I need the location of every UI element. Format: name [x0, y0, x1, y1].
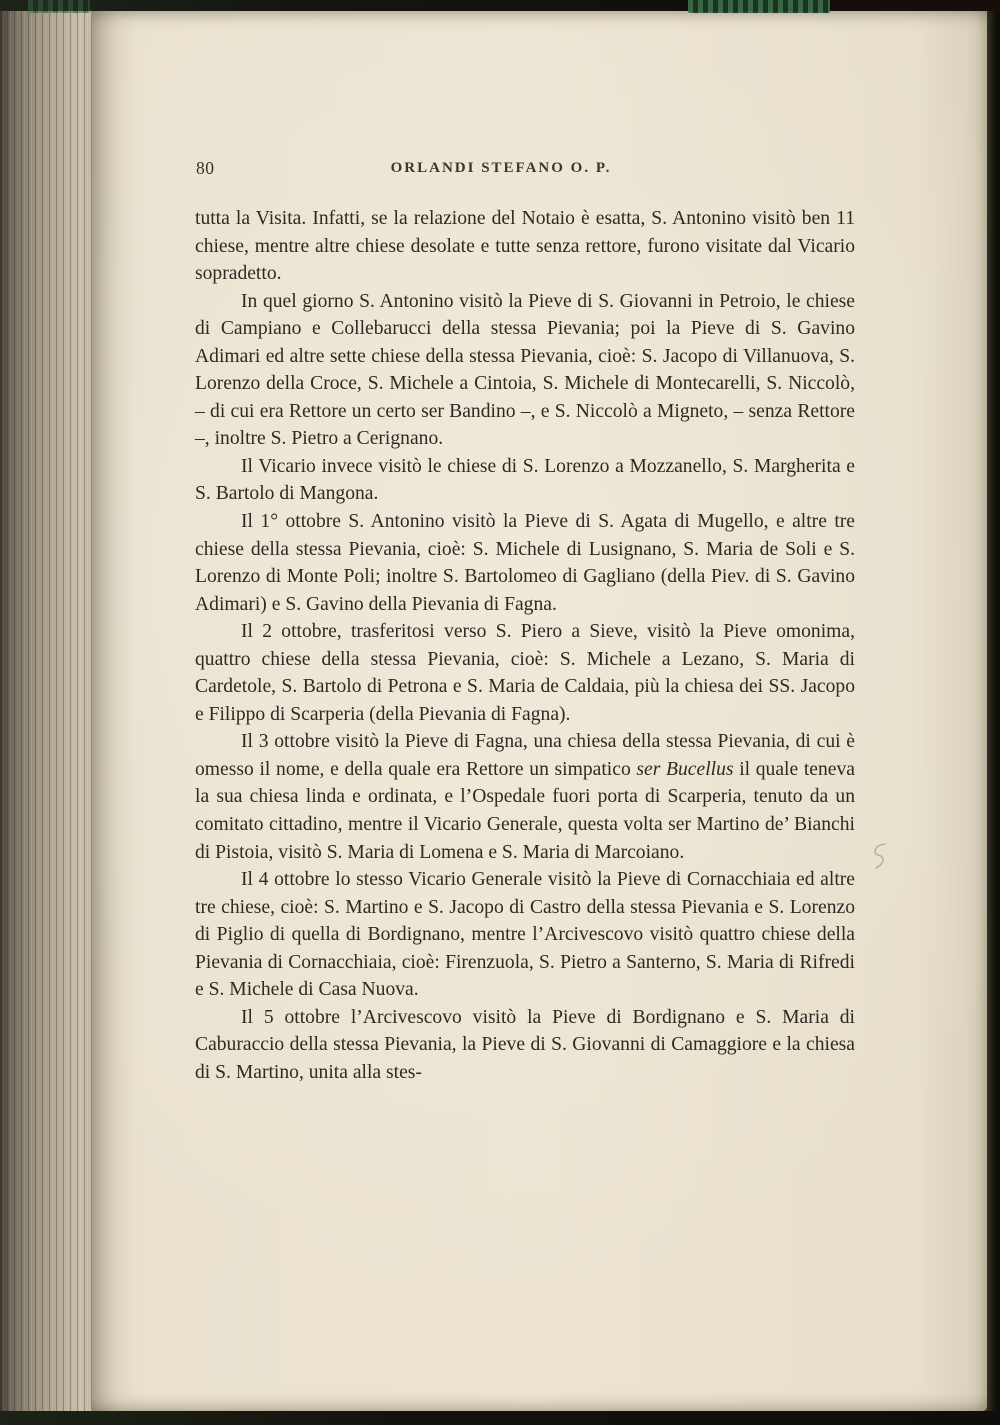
- running-header: ORLANDI STEFANO O. P.: [390, 160, 612, 176]
- book-page: [92, 9, 987, 1412]
- body-text: [195, 205, 855, 1087]
- page-header: [195, 158, 855, 182]
- paragraph-6-run-2: il quale teneva la sua chiesa linda e ordinata, e l’Ospedale fuori porta di Scarperia, tenuto da un comitato cittadino, mentre il Vicario Generale, questa volta ser Martino de’ Bianchi di Pistoia, visitò S. Maria di Lomena e S. Maria di Marcoiano.: [195, 758, 855, 863]
- stacked-page-edges: [0, 5, 102, 1415]
- paragraph-8: Il 5 ottobre l’Arcivescovo visitò la Pieve di Bordignano e S. Maria di Caburaccio della stessa Pievania, la Pieve di S. Giovanni di Camaggiore e la chiesa di S. Martino, unita alla stes-: [195, 1006, 855, 1083]
- paragraph-6-italic: ser Bucellus: [636, 758, 734, 780]
- scan-bottom-edge: [0, 1411, 1000, 1425]
- paragraph-3: Il Vicario invece visitò le chiese di S. Lorenzo a Mozzanello, S. Margherita e S. Bartolo di Mangona.: [195, 455, 855, 505]
- scan-right-edge: [986, 0, 1000, 1425]
- paragraph-7: Il 4 ottobre lo stesso Vicario Generale visitò la Pieve di Cornacchiaia ed altre tre chiese, cioè: S. Martino e S. Jacopo di Castro della stessa Pievania e S. Lorenzo di Piglio di quella di Bordignano, mentre l’Arcivescovo visitò quattro chiese della Pievania di Cornacchiaia, cioè: Firenzuola, S. Pietro a Santerno, S. Maria di Rifredi e S. Michele di Casa Nuova.: [195, 869, 855, 1001]
- paragraph-2: In quel giorno S. Antonino visitò la Pieve di S. Giovanni in Petroio, le chiese di Campiano e Collebarucci della stessa Pievania; poi la Pieve di S. Gavino Adimari ed altre sette chiese della stessa Pievania, cioè: S. Jacopo di Villanuova, S. Lorenzo della Croce, S. Michele a Cintoia, S. Michele di Montecarelli, S. Niccolò, – di cui era Rettore un certo ser Bandino –, e S. Niccolò a Migneto, – senza Rettore –, inoltre S. Pietro a Cerignano.: [195, 290, 855, 450]
- paragraph-4: Il 1° ottobre S. Antonino visitò la Pieve di S. Agata di Mugello, e altre tre chiese della stessa Pievania, cioè: S. Michele di Lusignano, S. Maria de Soli e S. Lorenzo di Monte Poli; inoltre S. Bartolomeo di Gagliano (della Piev. di S. Gavino Adimari) e S. Gavino della Pievania di Fagna.: [195, 511, 855, 615]
- headband-stitching: [688, 0, 830, 13]
- paragraph-6-run-1: Il 3 ottobre visitò la Pieve di Fagna, una chiesa della stessa Pievania, di cui è omesso il nome, e della quale era Rettore un simpatico: [195, 731, 855, 780]
- paragraph-1: tutta la Visita. Infatti, se la relazione del Notaio è esatta, S. Antonino visitò ben 11 chiese, mentre altre chiese desolate e tutte senza rettore, furono visitate dal Vicario sopradetto.: [195, 208, 855, 285]
- headband-stitching-left: [28, 0, 90, 13]
- paragraph-6: [195, 728, 855, 866]
- page-number: 80: [196, 158, 215, 178]
- margin-squiggle-mark: [870, 842, 890, 870]
- book-top-edge: [0, 0, 1000, 11]
- paragraph-5: Il 2 ottobre, trasferitosi verso S. Piero a Sieve, visitò la Pieve omonima, quattro chiese della stessa Pievania, cioè: S. Michele a Lezano, S. Maria di Cardetole, S. Bartolo di Petrona e S. Maria de Caldaia, più la chiesa dei SS. Jacopo e Filippo di Scarperia (della Pievania di Fagna).: [195, 621, 855, 725]
